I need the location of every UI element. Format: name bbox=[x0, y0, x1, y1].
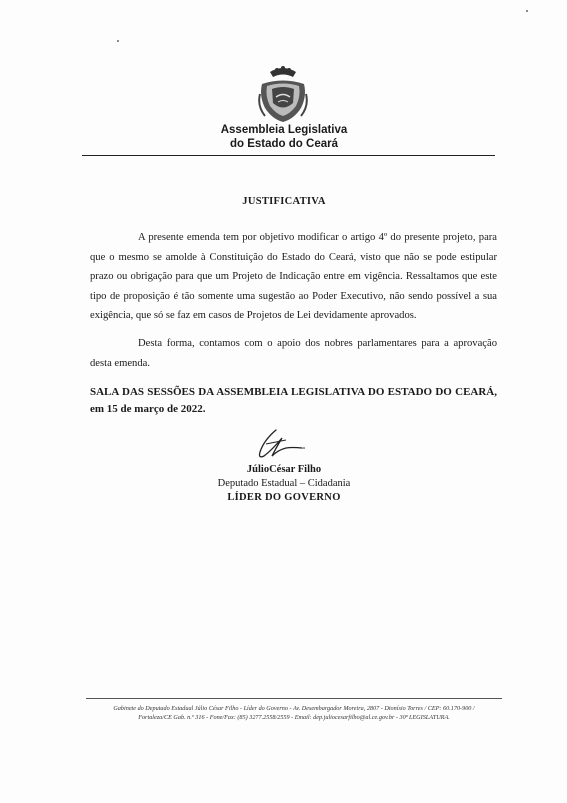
footer-address bbox=[84, 704, 504, 722]
signer-role: Deputado Estadual – Cidadania bbox=[217, 478, 351, 489]
session-date-line: SALA DAS SESSÕES DA ASSEMBLEIA LEGISLATIVA DO ESTADO DO CEARÁ, em 15 de março de 2022. bbox=[90, 386, 497, 415]
org-name-line2: do Estado do Ceará bbox=[230, 138, 338, 150]
header-divider bbox=[82, 155, 495, 156]
signer-title: LÍDER DO GOVERNO bbox=[227, 492, 341, 503]
org-name-line1: Assembleia Legislativa bbox=[220, 124, 348, 136]
justification-paragraph-1: A presente emenda tem por objetivo modificar o artigo 4º do presente projeto, para que o mesmo se amolde à Constituição do Estado do Ceará, visto que não se pode estipular prazo ou obrigação para que um Projeto de Indicação entre em vigência. Ressaltamos que este tipo de proposição é tão somente uma sugestão ao Poder Executivo, não sendo possível a sua exigência, que só se faz em casos de Projetos de Lei devidamente aprovados. bbox=[90, 232, 497, 322]
signer-name: JúlioCésar Filho bbox=[246, 464, 322, 475]
footer-line-1: Gabinete do Deputado Estadual Júlio César Filho - Líder do Governo - Av. Desembargador Moreira, 2807 - Dionísio Torres / CEP: 60.170-900 / bbox=[113, 705, 475, 712]
footer-divider bbox=[86, 698, 502, 699]
scan-speck bbox=[117, 40, 119, 42]
document-title: JUSTIFICATIVA bbox=[242, 196, 326, 207]
footer-line-2: Fortaleza/CE Gab. n.º 316 - Fone/Fax: (85) 3277.2558/2559 - Email: dep.juliocesarfilho@al.ce.gov.br - 30ª LEGISLATURA. bbox=[138, 714, 450, 721]
state-coat-of-arms-icon bbox=[256, 64, 310, 124]
handwritten-signature-icon bbox=[252, 426, 308, 462]
signature-block bbox=[180, 463, 388, 505]
scan-speck bbox=[526, 10, 528, 12]
justification-paragraph-2: Desta forma, contamos com o apoio dos nobres parlamentares para a aprovação desta emenda. bbox=[90, 338, 497, 369]
